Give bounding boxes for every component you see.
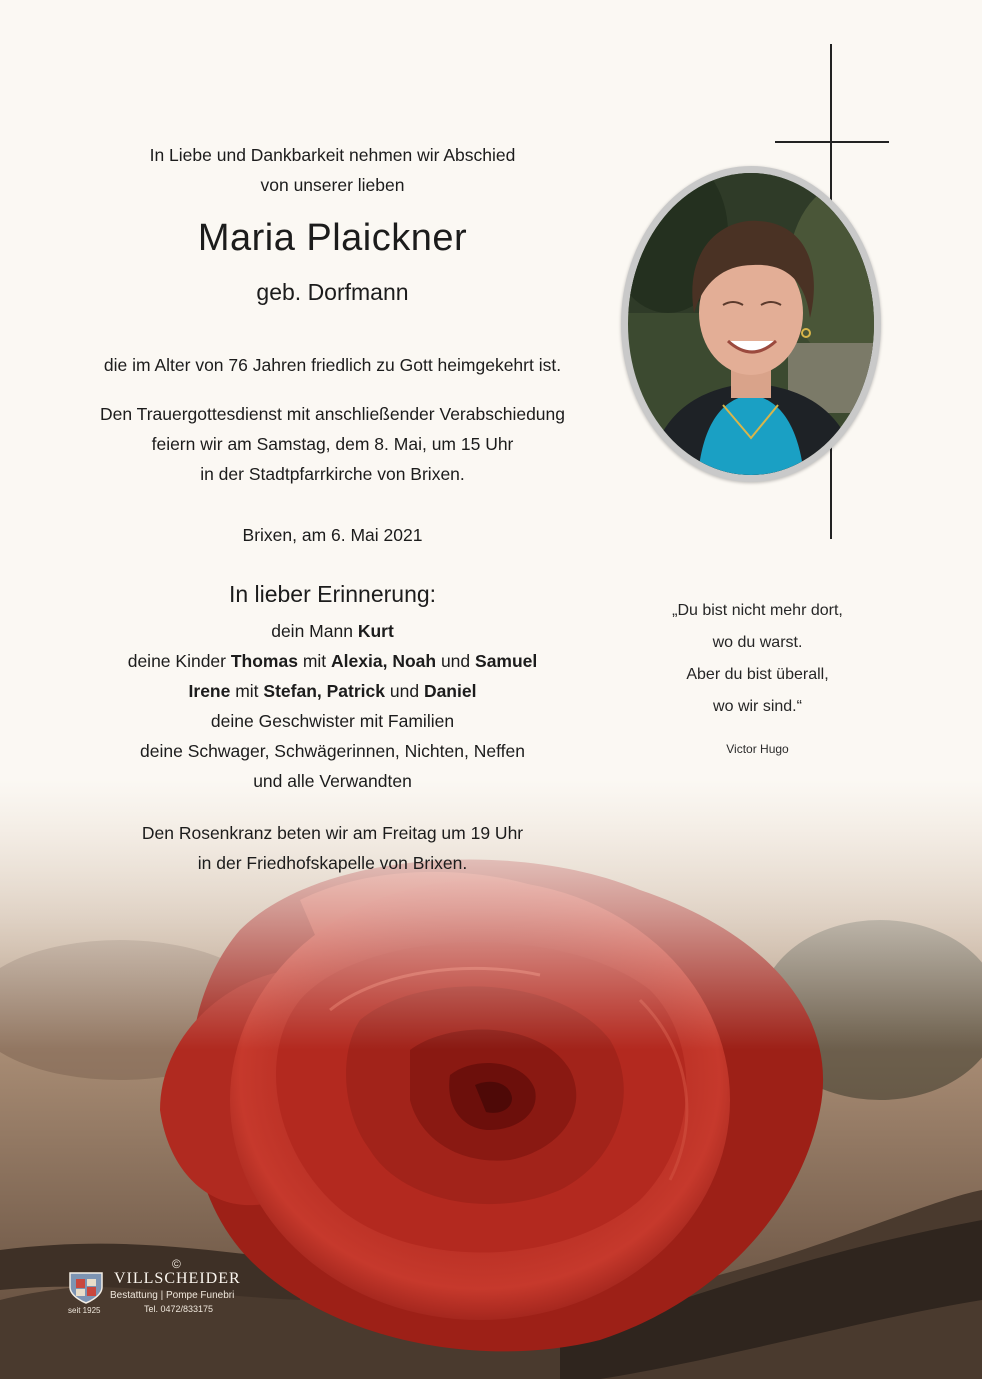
family-name: Thomas — [230, 651, 298, 671]
funeral-service-text — [90, 399, 575, 489]
portrait-photo — [628, 173, 874, 475]
funeral-home-logo — [64, 1257, 264, 1327]
family-name: Alexia, Noah — [331, 651, 437, 671]
deceased-name: Maria Plaickner — [197, 217, 468, 259]
maiden-name: geb. Dorfmann — [256, 279, 409, 305]
service-line-3: in der Stadtpfarrkirche von Brixen. — [200, 464, 465, 484]
family-name: Stefan, Patrick — [263, 681, 385, 701]
family-line-spouse — [90, 616, 575, 646]
memory-title: In lieber Erinnerung: — [228, 581, 437, 607]
funeral-home-subtitle: Bestattung | Pompe Funebri — [110, 1290, 235, 1301]
rosary-line-1: Den Rosenkranz beten wir am Freitag um 19 Uhr — [141, 823, 524, 843]
family-text: deine Kinder — [127, 651, 231, 671]
family-line-children-1 — [90, 646, 575, 676]
rosary-line-2: in der Friedhofskapelle von Brixen. — [197, 853, 468, 873]
quote-author: Victor Hugo — [726, 742, 789, 756]
family-line-children-2 — [90, 676, 575, 706]
intro-text — [90, 140, 575, 200]
funeral-home-phone: Tel. 0472/833175 — [144, 1304, 214, 1314]
cross-horizontal-line — [775, 141, 889, 143]
rosary-text — [90, 818, 575, 878]
family-name: Kurt — [357, 621, 394, 641]
family-text: und — [385, 681, 424, 701]
service-line-1: Den Trauergottesdienst mit anschließender Verabschiedung — [100, 404, 565, 424]
age-text: die im Alter von 76 Jahren friedlich zu Gott heimgekehrt ist. — [103, 355, 562, 375]
quote-line-1: „Du bist nicht mehr dort, — [672, 602, 843, 619]
quote-line-2: wo du warst. — [712, 634, 803, 651]
family-line-inlaws: deine Schwager, Schwägerinnen, Nichten, Neffen — [140, 741, 525, 761]
family-line-siblings: deine Geschwister mit Familien — [210, 711, 455, 731]
service-line-2: feiern wir am Samstag, dem 8. Mai, um 15 Uhr — [151, 434, 514, 454]
quote-text — [615, 595, 900, 723]
crest-icon — [66, 1269, 106, 1310]
family-text: mit — [297, 651, 332, 671]
quote-line-3: Aber du bist überall, — [686, 666, 829, 683]
family-text: mit — [230, 681, 264, 701]
family-line-relatives: und alle Verwandten — [253, 771, 412, 791]
family-name: Irene — [188, 681, 231, 701]
quote-line-4: wo wir sind.“ — [713, 698, 802, 715]
funeral-home-since: seit 1925 — [68, 1306, 101, 1315]
family-list — [90, 616, 575, 796]
copyright-symbol: © — [172, 1257, 181, 1271]
intro-line-2: von unserer lieben — [260, 175, 405, 195]
family-name: Daniel — [423, 681, 477, 701]
family-text: und — [436, 651, 476, 671]
funeral-home-name: VILLSCHEIDER — [114, 1270, 241, 1287]
date-place: Brixen, am 6. Mai 2021 — [242, 525, 423, 545]
family-text: dein Mann — [271, 621, 358, 641]
family-name: Samuel — [475, 651, 538, 671]
intro-line-1: In Liebe und Dankbarkeit nehmen wir Abschied — [149, 145, 516, 165]
